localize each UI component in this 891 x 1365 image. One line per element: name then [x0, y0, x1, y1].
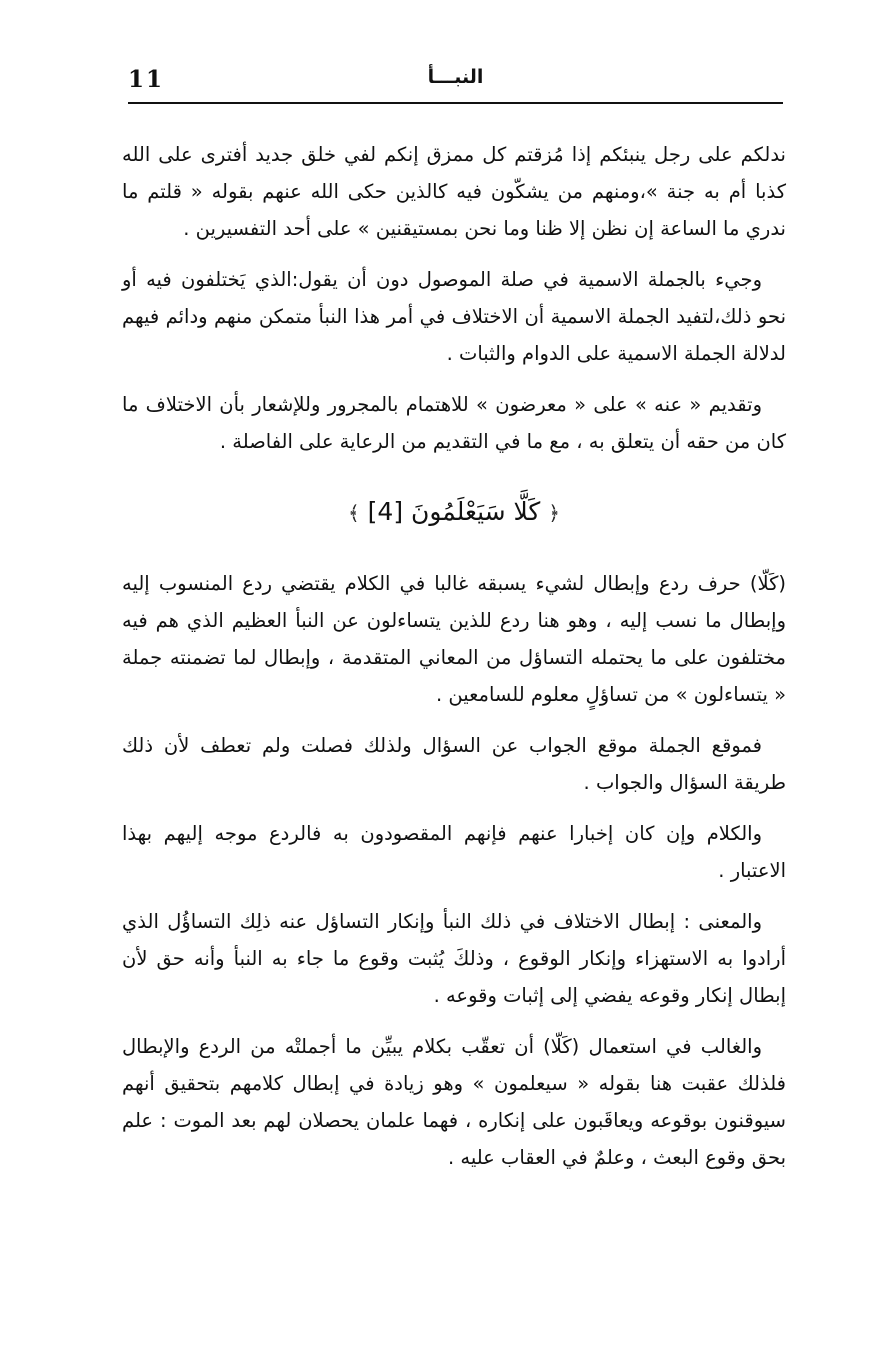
body-text — [122, 136, 786, 1190]
page-header — [128, 64, 783, 104]
paragraph: والغالب في استعمال (كَلّا) أن تعقّب بكلام يبيِّن ما أجملتْه من الردع والإبطال فلذلك عقبت هنا بقوله « سيعلمون » وهو زيادة في إبطال كلامهم بتحقيق أنهم سيوقنون بوقوعه ويعاقَبون على إنكاره ، فهما علمان يحصلان لهم بعد الموت : علم بحق وقوع البعث ، وعلمٌ في العقاب عليه . — [122, 1035, 786, 1169]
page-number: 11 — [128, 66, 165, 93]
verse-open-ornament: ﴿ — [548, 501, 561, 525]
paragraph: ندلكم على رجل ينبئكم إذا مُزقتم كل ممزق إنكم لفي خلق جديد أفترى على الله كذبا أم به جنة »،ومنهم من يشكّون فيه كالذين حكى الله عنهم بقوله « قلتم ما ندري ما الساعة إن نظن إلا ظنا وما نحن بمستيقنين » على أحد التفسيرين . — [122, 143, 786, 240]
verse-text: كَلَّا سَيَعْلَمُونَ [4] — [367, 497, 541, 526]
paragraph: وتقديم « عنه » على « معرضون » للاهتمام بالمجرور وللإشعار بأن الاختلاف ما كان من حقه أن يتعلق به ، مع ما في التقديم من الرعاية على الفاصلة . — [122, 393, 786, 453]
quran-verse — [122, 490, 786, 535]
paragraph: (كَلّا) حرف ردع وإبطال لشيء يسبقه غالبا في الكلام يقتضي ردع المنسوب إليه وإبطال ما نسب إليه ، وهو هنا ردع للذين يتساءلون عن النبأ العظيم الذي هم فيه مختلفون على ما يحتمله التساؤل من المعاني المتقدمة ، وإبطال لما تضمنته جملة « يتساءلون » من تساؤلٍ معلوم للسامعين . — [122, 572, 786, 706]
verse-close-ornament: ﴾ — [347, 501, 360, 525]
paragraph: فموقع الجملة موقع الجواب عن السؤال ولذلك فصلت ولم تعطف لأن ذلك طريقة السؤال والجواب . — [122, 734, 786, 794]
running-title: النبـــأ — [427, 66, 484, 88]
paragraph: والكلام وإن كان إخبارا عنهم فإنهم المقصودون به فالردع موجه إليهم بهذا الاعتبار . — [122, 822, 786, 882]
paragraph: وجيء بالجملة الاسمية في صلة الموصول دون أن يقول:الذي يَختلفون فيه أو نحو ذلك،لتفيد الجملة الاسمية أن الاختلاف في أمر هذا النبأ متمكن منهم ودائم فيهم لدلالة الجملة الاسمية على الدوام والثبات . — [122, 268, 786, 365]
paragraph: والمعنى : إبطال الاختلاف في ذلك النبأ وإنكار التساؤل عنه ذلِك التساؤُل الذي أرادوا به الاستهزاء وإنكار الوقوع ، وذلكَ يُثبت وقوع ما جاء به النبأ وأنه حق لأن إبطال إنكار وقوعه يفضي إلى إثبات وقوعه . — [122, 910, 786, 1007]
